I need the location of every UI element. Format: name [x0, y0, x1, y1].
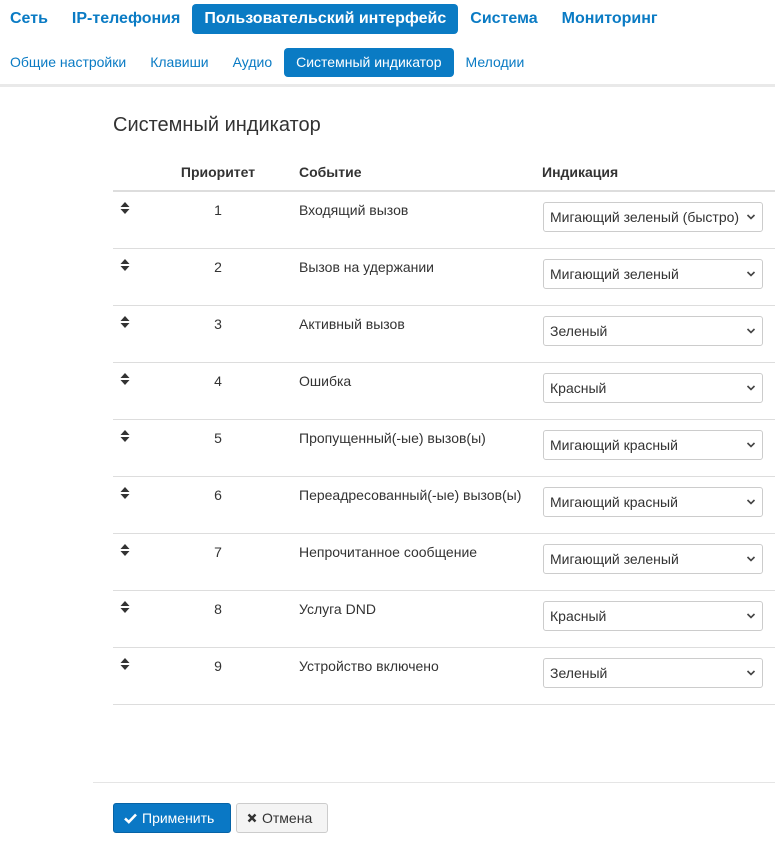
apply-button[interactable] [113, 803, 231, 833]
indication-select-value: Зеленый [550, 664, 608, 681]
indication-cell [542, 476, 775, 533]
table-row [113, 362, 775, 419]
drag-cell [113, 647, 137, 704]
drag-cell [113, 419, 137, 476]
priority-cell: 4 [214, 372, 222, 389]
chevron-down-icon [746, 383, 756, 393]
drag-cell [113, 362, 137, 419]
indication-select[interactable] [543, 430, 763, 460]
drag-cell [113, 191, 137, 248]
table-row [113, 191, 775, 248]
header-drag [113, 154, 137, 191]
indication-cell [542, 362, 775, 419]
event-cell: Входящий вызов [299, 202, 409, 218]
top-navigation [0, 4, 670, 34]
indication-select-value: Красный [550, 607, 607, 624]
header-indication: Индикация [542, 164, 619, 180]
sort-arrows-icon[interactable] [119, 201, 131, 215]
table-header-row [113, 154, 775, 191]
event-cell: Непрочитанное сообщение [299, 543, 478, 560]
priority-cell: 5 [214, 429, 222, 446]
cancel-button-label: Отмена [262, 810, 313, 826]
indication-select-value: Мигающий красный [550, 436, 678, 453]
chevron-down-icon [746, 212, 756, 222]
indication-select[interactable] [543, 658, 763, 688]
table-row [113, 248, 775, 305]
table-row [113, 590, 775, 647]
indication-select[interactable] [543, 316, 763, 346]
indication-select[interactable] [543, 259, 763, 289]
indication-cell [542, 419, 775, 476]
indication-select-value: Мигающий красный [550, 493, 678, 510]
nav-system[interactable]: Система [470, 10, 538, 27]
indication-cell [542, 590, 775, 647]
indication-cell [542, 191, 775, 248]
tab-general-settings[interactable]: Общие настройки [10, 54, 127, 70]
footer-divider [93, 782, 775, 783]
priority-cell: 3 [214, 315, 222, 332]
apply-button-label: Применить [142, 810, 215, 826]
tab-melodies[interactable]: Мелодии [465, 54, 525, 70]
indication-select-value: Мигающий зеленый (быстро) [550, 209, 740, 225]
chevron-down-icon [746, 668, 756, 678]
nav-network[interactable]: Сеть [10, 10, 48, 27]
chevron-down-icon [746, 269, 756, 279]
sort-arrows-icon[interactable] [119, 486, 131, 500]
drag-cell [113, 476, 137, 533]
header-divider [0, 84, 775, 87]
event-cell: Устройство включено [299, 657, 439, 674]
check-icon [124, 813, 137, 824]
nav-user-interface[interactable]: Пользовательский интерфейс [192, 4, 458, 34]
chevron-down-icon [746, 554, 756, 564]
sort-arrows-icon[interactable] [119, 657, 131, 671]
priority-cell: 9 [214, 657, 222, 674]
event-cell: Переадресованный(-ые) вызов(ы) [299, 486, 522, 503]
tab-audio[interactable]: Аудио [232, 54, 273, 70]
indication-select[interactable] [543, 601, 763, 631]
sort-arrows-icon[interactable] [119, 372, 131, 386]
indication-select-value: Мигающий зеленый [550, 265, 679, 282]
page-title: Системный индикатор [113, 114, 321, 136]
priority-cell: 1 [214, 202, 222, 218]
table-row [113, 533, 775, 590]
priority-cell: 6 [214, 486, 222, 503]
sort-arrows-icon[interactable] [119, 315, 131, 329]
sort-arrows-icon[interactable] [119, 543, 131, 557]
indication-select-value: Зеленый [550, 322, 608, 339]
tab-system-indicator[interactable]: Системный индикатор [284, 48, 453, 77]
sort-arrows-icon[interactable] [119, 429, 131, 443]
table-row [113, 419, 775, 476]
event-cell: Услуга DND [299, 600, 376, 617]
nav-monitoring[interactable]: Мониторинг [561, 10, 658, 27]
priority-cell: 7 [214, 543, 222, 560]
indication-select[interactable] [543, 202, 763, 232]
indication-cell [542, 647, 775, 704]
nav-ip-telephony[interactable]: IP-телефония [71, 10, 181, 27]
event-cell: Активный вызов [299, 315, 405, 332]
sort-arrows-icon[interactable] [119, 600, 131, 614]
cancel-button[interactable] [236, 803, 328, 833]
main-content [113, 110, 775, 705]
chevron-down-icon [746, 611, 756, 621]
indication-select[interactable] [543, 373, 763, 403]
drag-cell [113, 248, 137, 305]
close-icon [247, 813, 257, 823]
drag-cell [113, 533, 137, 590]
drag-cell [113, 305, 137, 362]
header-event: Событие [299, 164, 362, 180]
table-row [113, 476, 775, 533]
indication-cell [542, 248, 775, 305]
chevron-down-icon [746, 497, 756, 507]
event-cell: Вызов на удержании [299, 258, 434, 275]
chevron-down-icon [746, 440, 756, 450]
indication-select[interactable] [543, 544, 763, 574]
event-cell: Пропущенный(-ые) вызов(ы) [299, 429, 486, 446]
indication-select-value: Мигающий зеленый [550, 550, 679, 567]
sub-navigation [0, 48, 536, 77]
drag-cell [113, 590, 137, 647]
indication-select[interactable] [543, 487, 763, 517]
chevron-down-icon [746, 326, 756, 336]
priority-cell: 8 [214, 600, 222, 617]
indicator-table [113, 154, 775, 705]
table-row [113, 647, 775, 704]
tab-keys[interactable]: Клавиши [150, 54, 209, 70]
event-cell: Ошибка [299, 372, 352, 389]
priority-cell: 2 [214, 258, 222, 275]
sort-arrows-icon[interactable] [119, 258, 131, 272]
header-priority: Приоритет [180, 164, 256, 180]
indication-cell [542, 533, 775, 590]
indication-select-value: Красный [550, 379, 607, 396]
table-row [113, 305, 775, 362]
indication-cell [542, 305, 775, 362]
